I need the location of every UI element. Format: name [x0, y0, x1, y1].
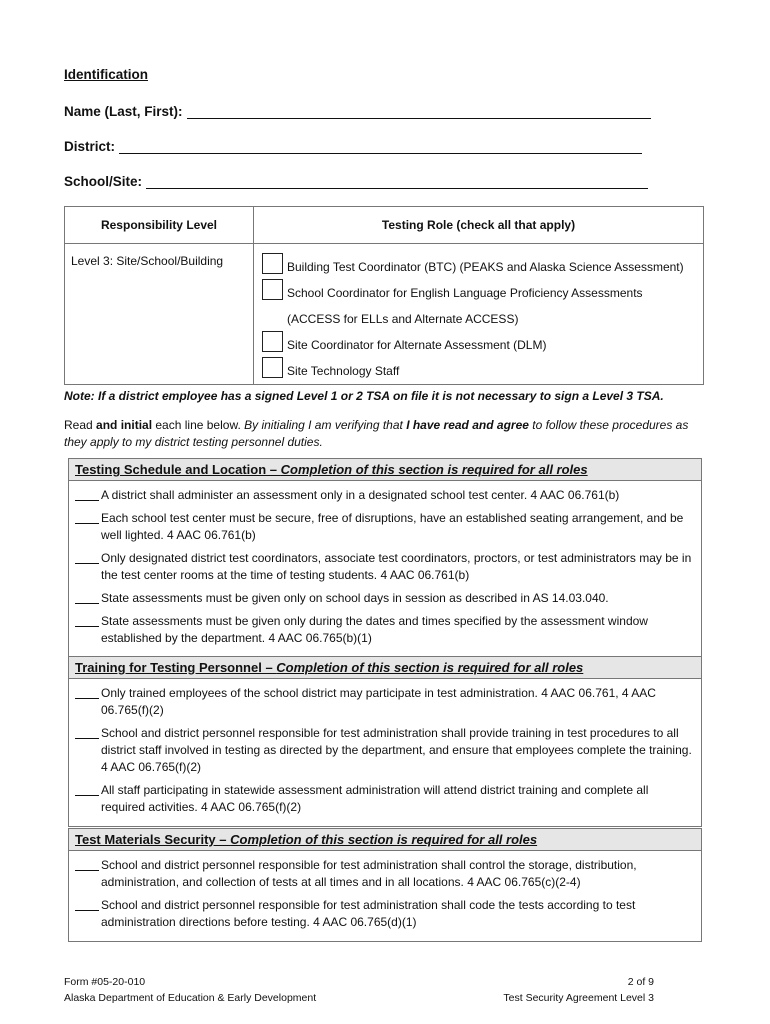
list-item	[75, 510, 695, 544]
instructions-text-2: and initial	[96, 418, 153, 432]
instructions-text-6: to follow these procedures as they apply to my district testing personnel duties.	[64, 418, 689, 449]
district-label: District:	[64, 139, 116, 154]
item-text: School and district personnel responsible for test administration shall provide training in test procedures to all district staff involved in testing as directed by the department, and ensure that employees complete the training. 4 AAC 06.765(f)(2)	[101, 726, 692, 774]
item-text: Only designated district test coordinators, associate test coordinators, proctors, or test administrators may be in the test center rooms at the time of testing students. 4 AAC 06.761(b)	[101, 551, 692, 582]
initial-blank[interactable]	[75, 487, 99, 501]
item-text: Each school test center must be secure, free of disruptions, have an established seating arrangement, and be well lighted. 4 AAC 06.761(b)	[101, 511, 684, 542]
role-elp-checkbox[interactable]	[262, 279, 283, 300]
list-item	[75, 782, 695, 816]
item-text: A district shall administer an assessment only in a designated school test center. 4 AAC 06.761(b)	[101, 488, 620, 502]
initial-blank[interactable]	[75, 685, 99, 699]
role-tech-checkbox[interactable]	[262, 357, 283, 378]
instructions-text-4: By initialing I am verifying that	[244, 418, 407, 432]
list-item	[75, 590, 695, 607]
level-note: Note: If a district employee has a signed Level 1 or 2 TSA on file it is not necessary to sign a Level 3 TSA.	[64, 389, 664, 403]
district-input-line[interactable]	[119, 139, 642, 154]
section-materials-security	[68, 828, 702, 942]
role-elp-continued	[262, 300, 697, 326]
item-text: All staff participating in statewide assessment administration will attend district training and complete all required activities. 4 AAC 06.765(f)(2)	[101, 783, 649, 814]
section-training	[68, 656, 702, 827]
initial-blank[interactable]	[75, 590, 99, 604]
section-title-text: Testing Schedule and Location –	[75, 462, 281, 477]
role-btc	[262, 248, 697, 274]
initial-blank[interactable]	[75, 550, 99, 564]
header-testing-role: Testing Role (check all that apply)	[254, 207, 704, 244]
item-text: State assessments must be given only on school days in session as described in AS 14.03.040.	[101, 591, 609, 605]
item-text: School and district personnel responsible for test administration shall control the storage, distribution, administration, and collection of tests at all times and in all locations. 4 AAC 06.765(c)(2-4)	[101, 858, 637, 889]
list-item	[75, 487, 695, 504]
section-subtitle-text: Completion of this section is required for all roles	[230, 832, 538, 847]
section-subtitle-text: Completion of this section is required for all roles	[280, 462, 588, 477]
item-text: State assessments must be given only during the dates and times specified by the assessment window established by the department. 4 AAC 06.765(b)(1)	[101, 614, 648, 645]
name-input-line[interactable]	[187, 104, 651, 119]
section-training-title	[69, 657, 701, 679]
section-title-text: Training for Testing Personnel –	[75, 660, 277, 675]
roles-cell	[254, 244, 704, 385]
header-responsibility-level: Responsibility Level	[65, 207, 254, 244]
initial-blank[interactable]	[75, 725, 99, 739]
initial-blank[interactable]	[75, 782, 99, 796]
footer-left	[64, 974, 316, 1006]
page-number: 2 of 9	[627, 976, 654, 988]
instructions-text-1: Read	[64, 418, 97, 432]
initial-blank[interactable]	[75, 613, 99, 627]
list-item	[75, 550, 695, 584]
role-btc-label: Building Test Coordinator (BTC) (PEAKS and Alaska Science Assessment)	[287, 260, 684, 274]
initial-blank[interactable]	[75, 857, 99, 871]
school-label: School/Site:	[64, 174, 143, 189]
item-text: School and district personnel responsible for test administration shall code the tests according to test administration directions before testing. 4 AAC 06.765(d)(1)	[101, 898, 636, 929]
list-item	[75, 857, 695, 891]
section-testing-schedule	[68, 458, 702, 658]
responsibility-table	[64, 206, 704, 385]
list-item	[75, 897, 695, 931]
identification-heading: Identification	[64, 67, 148, 82]
role-tech-label: Site Technology Staff	[287, 364, 400, 378]
school-field	[64, 174, 648, 189]
school-input-line[interactable]	[146, 174, 648, 189]
list-item	[75, 613, 695, 647]
role-elp	[262, 274, 697, 300]
item-text: Only trained employees of the school district may participate in test administration. 4 AAC 06.761, 4 AAC 06.765(f)(2)	[101, 686, 656, 717]
initial-blank[interactable]	[75, 897, 99, 911]
footer-right	[503, 974, 654, 1006]
name-field	[64, 104, 651, 119]
list-item	[75, 725, 695, 776]
level-cell: Level 3: Site/School/Building	[65, 244, 254, 385]
document-title: Test Security Agreement Level 3	[503, 992, 654, 1004]
instructions-text-5: I have read and agree	[406, 418, 529, 432]
role-dlm-label: Site Coordinator for Alternate Assessment (DLM)	[287, 338, 547, 352]
role-dlm	[262, 326, 697, 352]
list-item	[75, 685, 695, 719]
name-label: Name (Last, First):	[64, 104, 183, 119]
instructions	[64, 417, 709, 451]
district-field	[64, 139, 642, 154]
form-number: Form #05-20-010	[64, 976, 146, 988]
section-materials-security-title	[69, 829, 701, 851]
role-btc-checkbox[interactable]	[262, 253, 283, 274]
role-tech	[262, 352, 697, 378]
department-name: Alaska Department of Education & Early Development	[64, 992, 317, 1004]
role-elp-label: School Coordinator for English Language Proficiency Assessments	[287, 286, 643, 300]
initial-blank[interactable]	[75, 510, 99, 524]
section-title-text: Test Materials Security –	[75, 832, 231, 847]
section-testing-schedule-title	[69, 459, 701, 481]
instructions-text-3: each line below.	[152, 418, 245, 432]
section-subtitle-text: Completion of this section is required for all roles	[276, 660, 584, 675]
role-elp-label-continued: (ACCESS for ELLs and Alternate ACCESS)	[287, 312, 519, 326]
role-dlm-checkbox[interactable]	[262, 331, 283, 352]
